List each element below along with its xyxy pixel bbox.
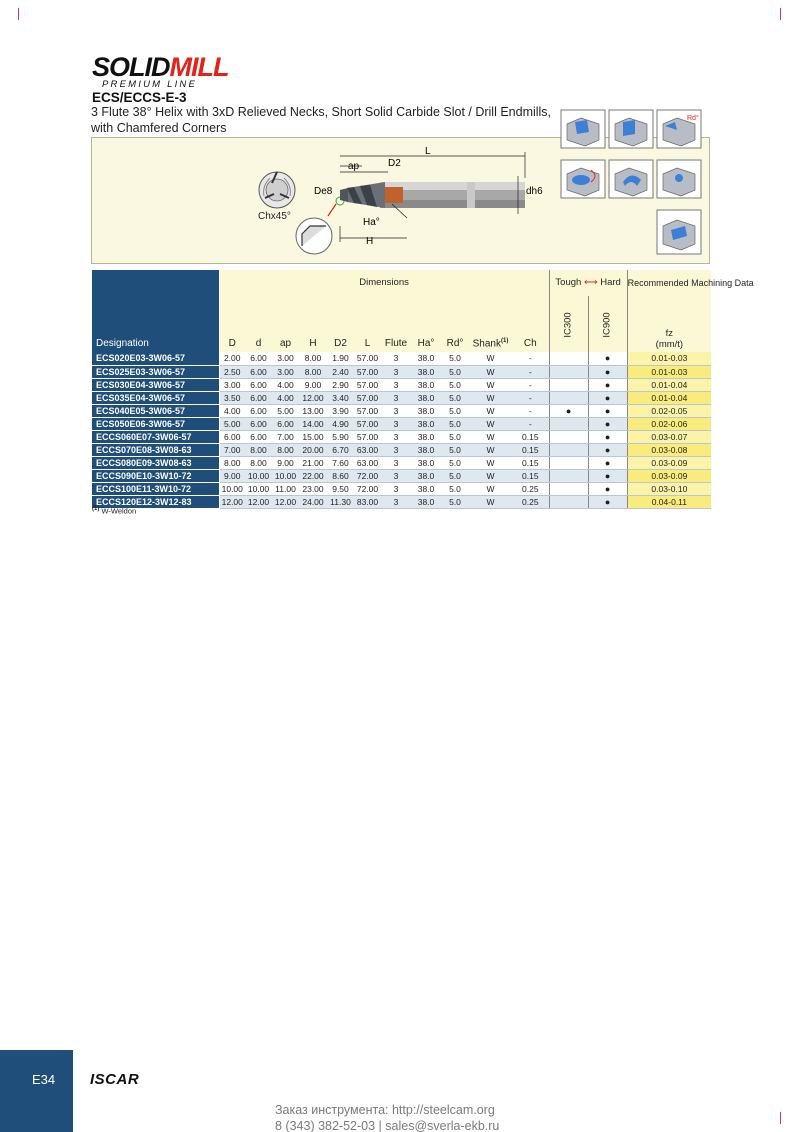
logo-solid: SOLID	[92, 52, 170, 82]
cell-ic900: ●	[588, 365, 627, 378]
cell-D2: 1.90	[327, 352, 354, 365]
cell-fz: 0.01-0.04	[627, 391, 711, 404]
cell-flute: 3	[381, 443, 411, 456]
side-milling-icon	[609, 110, 653, 148]
cell-d: 8.00	[245, 443, 272, 456]
cell-D2: 4.90	[327, 417, 354, 430]
chamfer-detail-icon	[296, 197, 344, 254]
cell-ap: 12.00	[272, 495, 299, 508]
table-row	[92, 417, 711, 430]
label-dh6: dh6	[526, 186, 543, 197]
cell-L: 57.00	[354, 417, 381, 430]
cell-designation: ECS040E05-3W06-57	[92, 404, 219, 417]
cell-L: 83.00	[354, 495, 381, 508]
cell-d: 6.00	[245, 391, 272, 404]
cell-ap: 4.00	[272, 391, 299, 404]
cell-ch: -	[512, 352, 549, 365]
cell-fz: 0.01-0.03	[627, 365, 711, 378]
cell-ic900: ●	[588, 352, 627, 365]
cell-rd: 5.0	[441, 404, 469, 417]
table-body	[92, 352, 711, 508]
cell-ch: 0.15	[512, 443, 549, 456]
cell-designation: ECS030E04-3W06-57	[92, 378, 219, 391]
header-ap: ap	[272, 296, 299, 352]
cell-ch: 0.15	[512, 469, 549, 482]
cell-ic300	[549, 430, 588, 443]
cell-shank: W	[469, 469, 512, 482]
cell-ap: 6.00	[272, 417, 299, 430]
cell-shank: W	[469, 365, 512, 378]
cell-D2: 9.50	[327, 482, 354, 495]
cell-flute: 3	[381, 482, 411, 495]
cell-rd: 5.0	[441, 456, 469, 469]
cell-flute: 3	[381, 469, 411, 482]
cell-rd: 5.0	[441, 417, 469, 430]
cell-designation: ECS020E03-3W06-57	[92, 352, 219, 365]
header-recommended: Recommended Machining Data	[627, 270, 711, 296]
cell-fz: 0.03-0.07	[627, 430, 711, 443]
cell-shank: W	[469, 456, 512, 469]
cell-ap: 5.00	[272, 404, 299, 417]
cell-rd: 5.0	[441, 495, 469, 508]
cell-rd: 5.0	[441, 352, 469, 365]
table-row	[92, 352, 711, 365]
header-H: H	[299, 296, 327, 352]
cell-fz: 0.03-0.08	[627, 443, 711, 456]
cross-section-icon	[259, 172, 295, 208]
cell-ch: -	[512, 417, 549, 430]
cell-flute: 3	[381, 365, 411, 378]
cell-L: 57.00	[354, 352, 381, 365]
tough-hard-arrow-icon: ⟷	[583, 277, 598, 288]
cell-fz: 0.02-0.06	[627, 417, 711, 430]
cell-ic300	[549, 456, 588, 469]
cell-d: 10.00	[245, 482, 272, 495]
chamfer-corner-icon	[657, 110, 701, 148]
cell-ic300	[549, 469, 588, 482]
cell-shank: W	[469, 352, 512, 365]
cell-designation: ECS035E04-3W06-57	[92, 391, 219, 404]
cell-flute: 3	[381, 352, 411, 365]
cell-D2: 8.60	[327, 469, 354, 482]
cell-designation: ECCS070E08-3W08-63	[92, 443, 219, 456]
cell-ic900: ●	[588, 391, 627, 404]
cell-flute: 3	[381, 456, 411, 469]
header-designation: Designation	[92, 270, 219, 352]
table-row	[92, 495, 711, 508]
cell-H: 15.00	[299, 430, 327, 443]
grade-ic300-label: IC300	[562, 311, 574, 338]
cell-flute: 3	[381, 391, 411, 404]
cell-d: 6.00	[245, 417, 272, 430]
cell-ic300	[549, 352, 588, 365]
page-number: E34	[32, 1072, 56, 1087]
cell-H: 23.00	[299, 482, 327, 495]
cell-designation: ECCS080E09-3W08-63	[92, 456, 219, 469]
cell-d: 6.00	[245, 430, 272, 443]
endmill-body	[340, 182, 525, 208]
order-line[interactable]: Заказ инструмента: http://steelcam.org	[275, 1103, 495, 1117]
cell-flute: 3	[381, 430, 411, 443]
cell-D: 12.00	[219, 495, 245, 508]
cell-D: 2.00	[219, 352, 245, 365]
header-Ha: Ha°	[411, 296, 441, 352]
contact-block	[275, 1102, 499, 1132]
cell-rd: 5.0	[441, 365, 469, 378]
header-shank-label: Shank	[472, 338, 501, 349]
cell-ha: 38.0	[411, 482, 441, 495]
cell-designation: ECS050E06-3W06-57	[92, 417, 219, 430]
cell-H: 21.00	[299, 456, 327, 469]
header-Ch: Ch	[512, 296, 549, 352]
cell-fz: 0.01-0.04	[627, 378, 711, 391]
cell-rd: 5.0	[441, 391, 469, 404]
cell-d: 6.00	[245, 352, 272, 365]
cell-D: 3.50	[219, 391, 245, 404]
cell-ap: 3.00	[272, 352, 299, 365]
cell-ap: 9.00	[272, 456, 299, 469]
cell-d: 8.00	[245, 456, 272, 469]
cell-L: 57.00	[354, 391, 381, 404]
iscar-brand: ISCAR	[90, 1071, 140, 1088]
cell-ap: 4.00	[272, 378, 299, 391]
cell-H: 24.00	[299, 495, 327, 508]
label-D2: D2	[388, 158, 401, 169]
cell-H: 22.00	[299, 469, 327, 482]
cell-rd: 5.0	[441, 469, 469, 482]
helical-interpolation-icon	[561, 160, 605, 198]
cell-ch: -	[512, 365, 549, 378]
cell-ic300	[549, 417, 588, 430]
cell-ic300	[549, 443, 588, 456]
cell-ic900: ●	[588, 443, 627, 456]
cell-flute: 3	[381, 495, 411, 508]
cell-d: 6.00	[245, 404, 272, 417]
slotting-icon	[561, 110, 605, 148]
cell-shank: W	[469, 404, 512, 417]
table-row	[92, 430, 711, 443]
header-D: D	[219, 296, 245, 352]
cell-d: 10.00	[245, 469, 272, 482]
header-shank	[469, 296, 512, 352]
cell-ha: 38.0	[411, 404, 441, 417]
cell-D2: 5.90	[327, 430, 354, 443]
product-description: 3 Flute 38° Helix with 3xD Relieved Necks, Short Solid Carbide Slot / Drill Endmills, with Chamfered Corners	[91, 105, 552, 135]
cell-shank: W	[469, 391, 512, 404]
cell-designation: ECCS090E10-3W10-72	[92, 469, 219, 482]
cell-fz: 0.03-0.09	[627, 469, 711, 482]
cell-shank: W	[469, 417, 512, 430]
cell-ha: 38.0	[411, 495, 441, 508]
cell-ha: 38.0	[411, 391, 441, 404]
cell-ha: 38.0	[411, 469, 441, 482]
cell-D2: 2.40	[327, 365, 354, 378]
contact-line[interactable]: 8 (343) 382-52-03 | sales@sverla-ekb.ru	[275, 1119, 500, 1132]
cell-D2: 3.90	[327, 404, 354, 417]
cell-ap: 11.00	[272, 482, 299, 495]
specification-table	[92, 270, 754, 509]
cell-ic300	[549, 482, 588, 495]
cell-D2: 7.60	[327, 456, 354, 469]
cell-L: 72.00	[354, 482, 381, 495]
cell-L: 57.00	[354, 378, 381, 391]
drilling-icon	[657, 160, 701, 198]
cell-flute: 3	[381, 417, 411, 430]
cell-H: 8.00	[299, 365, 327, 378]
cell-L: 57.00	[354, 365, 381, 378]
cell-d: 6.00	[245, 378, 272, 391]
cell-D2: 6.70	[327, 443, 354, 456]
logo-subline: PREMIUM LINE	[102, 79, 198, 90]
cell-ha: 38.0	[411, 365, 441, 378]
crop-mark	[18, 8, 19, 20]
label-De8: De8	[314, 186, 333, 197]
cell-ha: 38.0	[411, 430, 441, 443]
cell-rd: 5.0	[441, 378, 469, 391]
cell-ch: 0.25	[512, 495, 549, 508]
cell-rd: 5.0	[441, 482, 469, 495]
cell-L: 63.00	[354, 456, 381, 469]
cell-ha: 38.0	[411, 443, 441, 456]
cell-D: 8.00	[219, 456, 245, 469]
header-L: L	[354, 296, 381, 352]
cell-ap: 10.00	[272, 469, 299, 482]
cell-D: 4.00	[219, 404, 245, 417]
table-row	[92, 469, 711, 482]
cell-d: 12.00	[245, 495, 272, 508]
chamfer-label: Chx45°	[258, 211, 291, 222]
cell-fz: 0.04-0.11	[627, 495, 711, 508]
cell-D2: 3.40	[327, 391, 354, 404]
footnote-text: W-Weldon	[101, 506, 137, 516]
pocketing-icon	[657, 210, 701, 254]
fz-label: fz	[665, 328, 674, 339]
table-row	[92, 404, 711, 417]
shank-footnote-ref: (1)	[501, 337, 509, 344]
cell-shank: W	[469, 482, 512, 495]
cell-ic300: ●	[549, 404, 588, 417]
header-d: d	[245, 296, 272, 352]
cell-ap: 7.00	[272, 430, 299, 443]
cell-D: 5.00	[219, 417, 245, 430]
cell-shank: W	[469, 443, 512, 456]
cell-designation: ECCS120E12-3W12-83	[92, 495, 219, 508]
fz-unit: (mm/t)	[655, 339, 684, 350]
footnote-mark: (1)	[92, 506, 100, 512]
header-Rd: Rd°	[441, 296, 469, 352]
table-row	[92, 456, 711, 469]
cell-ch: -	[512, 378, 549, 391]
label-L: L	[425, 146, 431, 157]
cell-ic900: ●	[588, 417, 627, 430]
cell-ic900: ●	[588, 378, 627, 391]
cell-D: 9.00	[219, 469, 245, 482]
cell-ha: 38.0	[411, 352, 441, 365]
header-grade-ic900	[588, 296, 627, 352]
cell-d: 6.00	[245, 365, 272, 378]
table-row	[92, 365, 711, 378]
label-Ha: Ha°	[363, 217, 380, 228]
cell-ch: 0.15	[512, 430, 549, 443]
cell-fz: 0.02-0.05	[627, 404, 711, 417]
cell-ap: 3.00	[272, 365, 299, 378]
header-D2: D2	[327, 296, 354, 352]
cell-rd: 5.0	[441, 430, 469, 443]
header-fz	[627, 296, 711, 352]
crop-mark	[780, 8, 781, 20]
cell-L: 72.00	[354, 469, 381, 482]
cell-ic300	[549, 391, 588, 404]
cell-fz: 0.03-0.10	[627, 482, 711, 495]
footnote	[92, 506, 136, 516]
cell-rd: 5.0	[441, 443, 469, 456]
cell-D: 2.50	[219, 365, 245, 378]
cell-ic300	[549, 495, 588, 508]
cell-L: 63.00	[354, 443, 381, 456]
cell-ha: 38.0	[411, 378, 441, 391]
cell-H: 20.00	[299, 443, 327, 456]
hard-label: Hard	[600, 277, 621, 288]
label-Rd: Rd°	[687, 115, 699, 122]
page-tab	[0, 1050, 73, 1132]
cell-H: 12.00	[299, 391, 327, 404]
cell-ic300	[549, 378, 588, 391]
cell-D2: 11.30	[327, 495, 354, 508]
cell-ch: -	[512, 391, 549, 404]
cell-ha: 38.0	[411, 456, 441, 469]
cell-designation: ECS025E03-3W06-57	[92, 365, 219, 378]
cell-L: 57.00	[354, 430, 381, 443]
table-row	[92, 378, 711, 391]
cell-ap: 8.00	[272, 443, 299, 456]
cell-fz: 0.01-0.03	[627, 352, 711, 365]
cell-shank: W	[469, 378, 512, 391]
cell-flute: 3	[381, 404, 411, 417]
header-grade-ic300	[549, 296, 588, 352]
cell-ic300	[549, 365, 588, 378]
cell-D2: 2.90	[327, 378, 354, 391]
logo-mill: MILL	[169, 52, 229, 82]
cell-ic900: ●	[588, 482, 627, 495]
solidmill-logo	[92, 52, 252, 92]
cell-flute: 3	[381, 378, 411, 391]
cell-D: 7.00	[219, 443, 245, 456]
cell-designation: ECCS060E07-3W06-57	[92, 430, 219, 443]
cell-shank: W	[469, 430, 512, 443]
product-code: ECS/ECCS-E-3	[92, 90, 187, 105]
cell-ch: -	[512, 404, 549, 417]
cell-H: 8.00	[299, 352, 327, 365]
application-icons	[559, 108, 709, 258]
cell-ha: 38.0	[411, 417, 441, 430]
label-H: H	[366, 236, 374, 247]
label-ap: ap	[348, 161, 360, 172]
cell-D: 3.00	[219, 378, 245, 391]
grade-ic900-label: IC900	[601, 311, 613, 338]
cell-ch: 0.15	[512, 456, 549, 469]
cell-ic900: ●	[588, 404, 627, 417]
cell-H: 13.00	[299, 404, 327, 417]
cell-ic900: ●	[588, 430, 627, 443]
cell-ch: 0.25	[512, 482, 549, 495]
cell-ic900: ●	[588, 495, 627, 508]
cell-H: 9.00	[299, 378, 327, 391]
cell-ic900: ●	[588, 469, 627, 482]
cell-L: 57.00	[354, 404, 381, 417]
header-dimensions: Dimensions	[219, 270, 549, 296]
cell-fz: 0.03-0.09	[627, 456, 711, 469]
ramping-icon	[609, 160, 653, 198]
cell-ic900: ●	[588, 456, 627, 469]
crop-mark	[780, 1112, 781, 1124]
cell-D: 6.00	[219, 430, 245, 443]
table-row	[92, 482, 711, 495]
cell-shank: W	[469, 495, 512, 508]
cell-D: 10.00	[219, 482, 245, 495]
header-tough-hard	[549, 270, 627, 296]
tough-label: Tough	[555, 277, 582, 288]
cell-H: 14.00	[299, 417, 327, 430]
cell-designation: ECCS100E11-3W10-72	[92, 482, 219, 495]
table-row	[92, 391, 711, 404]
table-row	[92, 443, 711, 456]
header-flute: Flute	[381, 296, 411, 352]
